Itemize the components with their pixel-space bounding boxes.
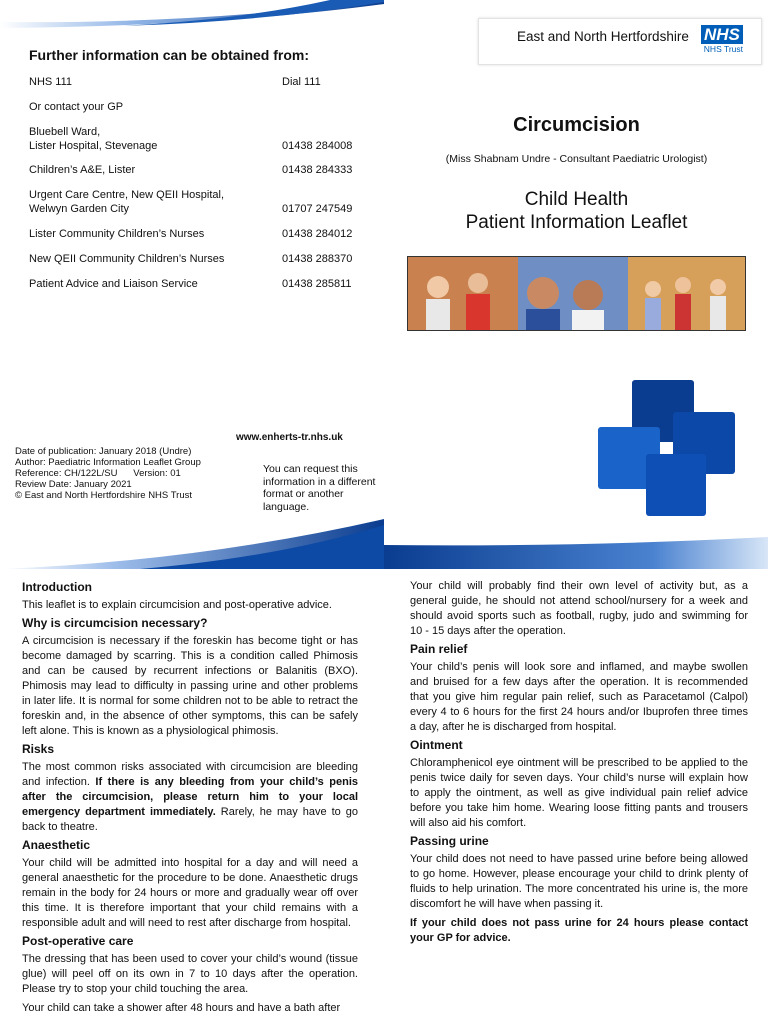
section-paragraph: The most common risks associated with circumcision are bleeding and infection. If there is any bleeding from your child’s penis after the circumcision, please return him to your local emergency department immediately. Rarely, he may have to go back to theatre. (22, 761, 358, 833)
nhs-trust-logo (478, 18, 762, 65)
publication-date: Date of publication: January 2018 (Undre) (15, 446, 192, 457)
contact-name: Children’s A&E, Lister (29, 164, 136, 176)
contact-row (29, 277, 359, 291)
cover-photo-strip (407, 256, 746, 331)
contact-number: Dial 111 (282, 76, 321, 88)
contact-name: Lister Community Children’s Nurses (29, 228, 205, 240)
contact-name: Patient Advice and Liaison Service (29, 278, 198, 290)
section-paragraph: Your child does not need to have passed urine before being allowed to go home. However, please encourage your child to drink plenty of fluids to help urination. The more concentrated his urine is, the more discomfort he will have when passing it. (410, 853, 748, 910)
section-paragraph: Chloramphenicol eye ointment will be prescribed to be applied to the penis twice daily for seven days. Your child’s nurse will explain how to apply the ointment, as well as give individual pain relief advice before you take him home. Wearing loose fitting pants and trousers will also aid his comfort. (410, 757, 748, 829)
warning-text: If your child does not pass urine for 24 hours please contact your GP for advice. (410, 917, 748, 944)
contact-heading: Further information can be obtained from: (29, 47, 310, 63)
section-paragraph: Your child will be admitted into hospital for a day and will need a general anaesthetic for the procedure to be done. Anaesthetic drugs remain in the body for 24 hours or more and gradually wear off over this time. It is therefore important that your child remains with a responsible adult and will need to rest after discharge from hospital. (22, 857, 358, 929)
contact-row (29, 227, 359, 241)
left-column-text (22, 580, 358, 1016)
section-heading: Ointment (410, 738, 463, 752)
contact-number: 01438 285811 (282, 278, 352, 290)
contact-row (29, 188, 359, 216)
section-heading: Anaesthetic (22, 838, 91, 852)
section-paragraph: Your child will probably find their own level of activity but, as a general guide, he should not attend school/nursery for a week and should avoid sports such as football, rugby, judo and swimming for 10 - 15 days after the operation. (410, 580, 748, 637)
section-paragraph: Your child can take a shower after 48 hours and have a bath after (22, 1002, 341, 1014)
publication-details (15, 446, 201, 501)
publication-copyright: © East and North Hertfordshire NHS Trust (15, 490, 193, 501)
leaflet-category (385, 188, 768, 234)
section-heading: Risks (22, 742, 55, 756)
section-paragraph: The dressing that has been used to cover your child’s wound (tissue glue) will peel off on its own in 7 to 10 days after the operation. Please try to stop your child touching the area. (22, 953, 358, 995)
contact-name: Or contact your GP (29, 101, 124, 113)
website-link[interactable]: www.enherts-tr.nhs.uk (236, 432, 343, 443)
contact-name: NHS 111 (29, 76, 73, 88)
contact-number: 01438 284008 (282, 140, 353, 152)
leaflet-category-line2: Patient Information Leaflet (465, 212, 688, 233)
contact-row (29, 125, 359, 153)
decorative-block (646, 454, 706, 516)
section-heading: Passing urine (410, 834, 489, 848)
contact-number: 01438 284012 (282, 228, 353, 240)
contact-name: New QEII Community Children’s Nurses (29, 253, 225, 265)
leaflet-category-line1: Child Health (524, 189, 629, 210)
right-column-text (410, 579, 748, 946)
request-format-note: You can request this information in a different format or another language. (263, 463, 376, 513)
contact-row (29, 252, 359, 266)
section-heading: Why is circumcision necessary? (22, 616, 208, 630)
warning-text: If there is any bleeding from your child’s penis after the circumcision, please return him to your local emergency department immediately. (22, 776, 358, 818)
middle-banner-swoosh-right (384, 517, 768, 569)
contact-number: 01438 288370 (282, 253, 353, 265)
section-paragraph: Your child’s penis will look sore and inflamed, and maybe swollen and bruised for a few days after the operation. It is recommended that you give him regular pain relief, such as Paracetamol (Calpol) every 4 to 6 hours for the first 24 hours and/or Ibuprofen three times a day, after he is discharged from hospital. (410, 661, 748, 733)
nhs-badge: NHS (701, 25, 743, 44)
middle-banner-swoosh-left (0, 517, 384, 569)
leaflet-author: (Miss Shabnam Undre - Consultant Paediatric Urologist) (445, 153, 708, 165)
contact-number: 01707 247549 (282, 203, 353, 215)
section-paragraph: A circumcision is necessary if the foreskin has become tight or has become damaged by scarring. This is a condition called Phimosis and can be caused by recurrent infections or Balanitis (BXO). Phimosis may lead to difficulty in passing urine and other problems in later life. It is normal for some children not to be able to retract the foreskin and, in the absence of other symptoms, this can be safely left alone. This is known as a physiological phimosis. (22, 635, 358, 737)
contact-name: Bluebell Ward, Lister Hospital, Stevenage (29, 126, 158, 152)
trust-label: NHS Trust (703, 44, 743, 54)
publication-review-date: Review Date: January 2021 (15, 479, 132, 490)
section-heading: Introduction (22, 580, 92, 594)
top-banner-swoosh (0, 0, 384, 28)
publication-reference: Reference: CH/122L/SU Version: 01 (15, 468, 181, 479)
leaflet-title: Circumcision (513, 114, 640, 136)
contact-row (29, 100, 359, 114)
section-heading: Post-operative care (22, 934, 134, 948)
section-paragraph: This leaflet is to explain circumcision and post-operative advice. (22, 599, 332, 611)
section-heading: Pain relief (410, 642, 468, 656)
contact-number: 01438 284333 (282, 164, 353, 176)
children-photo-image (408, 257, 745, 330)
contact-row (29, 163, 359, 177)
contact-name: Urgent Care Centre, New QEII Hospital, Welwyn Garden City (29, 189, 225, 215)
publication-author: Author: Paediatric Information Leaflet Group (15, 457, 201, 468)
contact-row (29, 75, 359, 89)
trust-name: East and North Hertfordshire (517, 29, 689, 44)
